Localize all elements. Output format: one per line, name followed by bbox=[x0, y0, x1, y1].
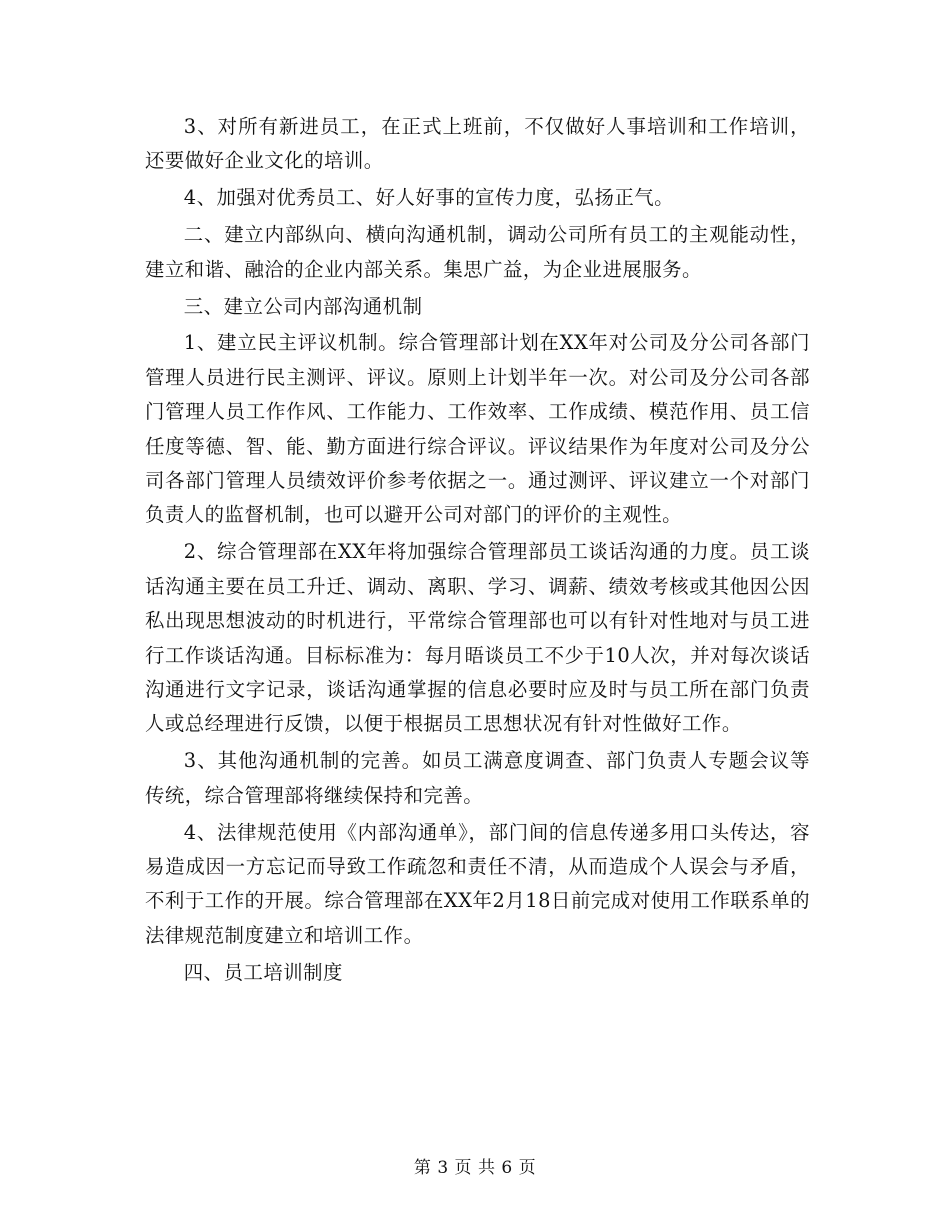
paragraph-item-3-onboarding-training: 3、对所有新进员工，在正式上班前，不仅做好人事培训和工作培训，还要做好企业文化的培训。 bbox=[145, 115, 810, 173]
section-heading-3: 三、建立公司内部沟通机制 bbox=[183, 294, 423, 318]
paragraph-other-mechanisms: 3、其他沟通机制的完善。如员工满意度调查、部门负责人专题会议等传统，综合管理部将继续保持和完善。 bbox=[145, 749, 810, 807]
paragraph-democratic-review: 1、建立民主评议机制。综合管理部计划在XX年对公司及分公司各部门管理人员进行民主测评、评议。原则上计划半年一次。对公司及分公司各部门管理人员工作作风、工作能力、工作效率、工作成绩、模范作用、员工信任度等德、智、能、勤方面进行综合评议。评议结果作为年度对公司及分公司各部门管理人员绩效评价参考依据之一。通过测评、评议建立一个对部门负责人的监督机制，也可以避开公司对部门的评价的主观性。 bbox=[145, 331, 810, 527]
section-heading-2: 二、建立内部纵向、横向沟通机制，调动公司所有员工的主观能动性，建立和谐、融洽的企业内部关系。集思广益，为企业进展服务。 bbox=[145, 223, 810, 281]
section-heading-4: 四、员工培训制度 bbox=[183, 960, 343, 984]
paragraph-employee-talks: 2、综合管理部在XX年将加强综合管理部员工谈话沟通的力度。员工谈话沟通主要在员工升迁、调动、离职、学习、调薪、绩效考核或其他因公因私出现思想波动的时机进行，平常综合管理部也可以有针对性地对与员工进行工作谈话沟通。目标标准为：每月晤谈员工不少于10人次，并对每次谈话沟通进行文字记录，谈话沟通掌握的信息必要时应及时与员工所在部门负责人或总经理进行反馈，以便于根据员工思想状况有针对性做好工作。 bbox=[145, 540, 810, 736]
page-number-footer: 第 3 页 共 6 页 bbox=[413, 1158, 537, 1178]
document-body bbox=[145, 110, 810, 990]
paragraph-item-4-publicity: 4、加强对优秀员工、好人好事的宣传力度，弘扬正气。 bbox=[183, 186, 675, 210]
paragraph-internal-communication-form: 4、法律规范使用《内部沟通单》，部门间的信息传递多用口头传达，容易造成因一方忘记而导致工作疏忽和责任不清，从而造成个人误会与矛盾，不利于工作的开展。综合管理部在XX年2月18日前完成对使用工作联系单的法律规范制度建立和培训工作。 bbox=[145, 820, 810, 947]
